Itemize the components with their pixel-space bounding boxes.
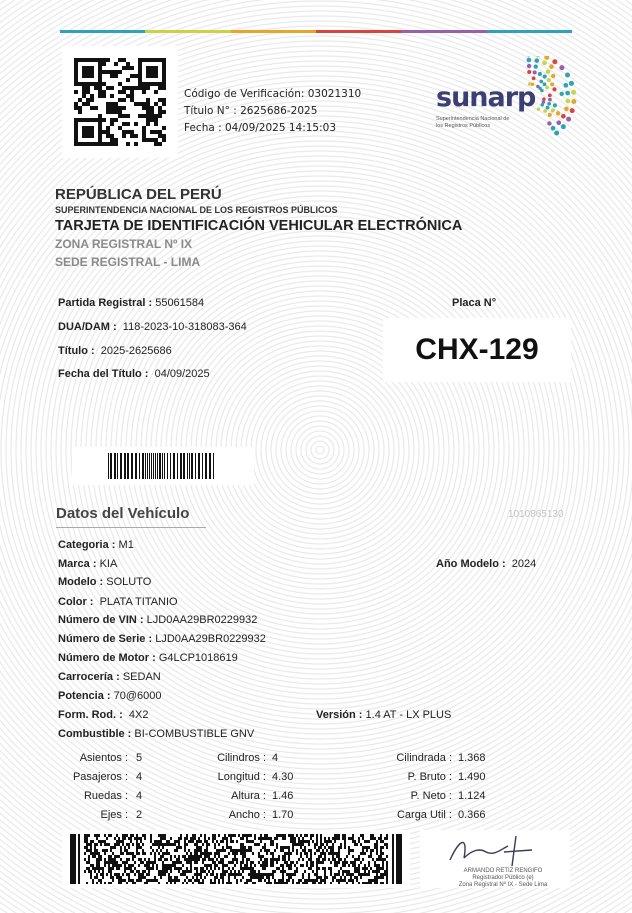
section-title: Datos del Vehículo <box>56 505 190 522</box>
categoria-row: Categoria : M1 <box>58 539 134 551</box>
signature-block <box>420 830 570 888</box>
asientos-label: Asientos : <box>79 752 128 764</box>
modelo-row: Modelo : SOLUTO <box>58 576 152 588</box>
fecha-titulo-value: 04/09/2025 <box>154 368 210 380</box>
fecha-titulo-row: Fecha del Título : 04/09/2025 <box>58 368 210 380</box>
dua-value: 118-2023-10-318083-364 <box>122 321 247 333</box>
pasajeros-label: Pasajeros : <box>72 771 128 783</box>
plate-label: Placa N° <box>452 297 497 309</box>
titulo-value: 2025-2625686 <box>100 345 172 357</box>
verification-info <box>184 86 361 137</box>
registry-seat: SEDE REGISTRAL - LIMA <box>55 255 201 269</box>
signer-name: ARMANDO RETIZ RENGIFO <box>463 868 543 874</box>
issue-datetime: Fecha : 04/09/2025 14:15:03 <box>184 122 337 134</box>
logo-tagline: Superintendencia Nacional de los Registros Públicos <box>436 116 510 129</box>
document-title: TARJETA DE IDENTIFICACIÓN VEHICULAR ELECTRÓNICA <box>55 218 463 234</box>
ruedas-value: 4 <box>136 790 143 802</box>
cilindros-label: Cilindros : <box>217 752 266 764</box>
partida-row: Partida Registral : 55061584 <box>58 297 205 309</box>
cilindrada-value: 1.368 <box>458 752 486 764</box>
ancho-label: Ancho : <box>228 809 266 821</box>
plate-number: CHX-129 <box>383 318 571 382</box>
barcode-2d <box>62 830 410 888</box>
carga-label: Carga Util : <box>396 809 452 821</box>
carroceria-row: Carrocería : SEDAN <box>58 671 161 683</box>
ejes-value: 2 <box>136 809 143 821</box>
altura-value: 1.46 <box>272 790 294 802</box>
top-color-bar <box>60 30 572 33</box>
asientos-value: 5 <box>136 752 143 764</box>
registry-zone: ZONA REGISTRAL Nº IX <box>55 237 193 251</box>
ruedas-label: Ruedas : <box>83 790 128 802</box>
altura-label: Altura : <box>231 790 266 802</box>
longitud-label: Longitud : <box>217 771 266 783</box>
ejes-label: Ejes : <box>100 809 128 821</box>
color-row: Color : PLATA TITANIO <box>58 596 178 608</box>
barcode-small <box>72 447 254 485</box>
motor-row: Número de Motor : G4LCP1018619 <box>58 652 238 664</box>
ancho-value: 1.70 <box>272 809 294 821</box>
pbruto-label: P. Bruto : <box>407 771 452 783</box>
pbruto-value: 1.490 <box>458 771 486 783</box>
carga-value: 0.366 <box>458 809 486 821</box>
version-row: Versión : 1.4 AT - LX PLUS <box>316 709 452 721</box>
cilindros-value: 4 <box>272 752 279 764</box>
cilindrada-label: Cilindrada : <box>396 752 452 764</box>
vin-row: Número de VIN : LJD0AA29BR0229932 <box>58 614 258 626</box>
potencia-row: Potencia : 70@6000 <box>58 690 162 702</box>
partida-value: 55061584 <box>155 297 205 309</box>
serie-row: Número de Serie : LJD0AA29BR0229932 <box>58 633 266 645</box>
pasajeros-value: 4 <box>136 771 143 783</box>
combustible-row: Combustible : BI-COMBUSTIBLE GNV <box>58 728 255 740</box>
verification-code: Código de Verificación: 03021310 <box>184 88 362 100</box>
serial-number: 1010865130 <box>508 509 564 520</box>
longitud-value: 4.30 <box>272 771 294 783</box>
title-number: Título N° : 2625686-2025 <box>184 105 318 117</box>
qr-code <box>62 46 178 158</box>
signature-mark <box>420 830 570 870</box>
section-underline <box>56 527 206 528</box>
country-title: REPÚBLICA DEL PERÚ <box>55 186 222 203</box>
dua-row: DUA/DAM : 118-2023-10-318083-364 <box>58 321 247 333</box>
pneto-value: 1.124 <box>458 790 486 802</box>
sunarp-logo <box>420 54 580 144</box>
anio-row: Año Modelo : 2024 <box>436 558 537 570</box>
logo-wordmark: sunarp <box>436 82 536 113</box>
formula-row: Form. Rod. : 4X2 <box>58 709 149 721</box>
marca-row: Marca : KIA <box>58 558 118 570</box>
titulo-row: Título : 2025-2625686 <box>58 345 172 357</box>
pneto-label: P. Neto : <box>410 790 452 802</box>
signer-role: Registrador Público (e) <box>472 875 534 881</box>
agency-title: SUPERINTENDENCIA NACIONAL DE LOS REGISTROS PÚBLICOS <box>55 205 338 215</box>
signer-office: Zona Registral Nº IX - Sede Lima <box>458 882 548 888</box>
